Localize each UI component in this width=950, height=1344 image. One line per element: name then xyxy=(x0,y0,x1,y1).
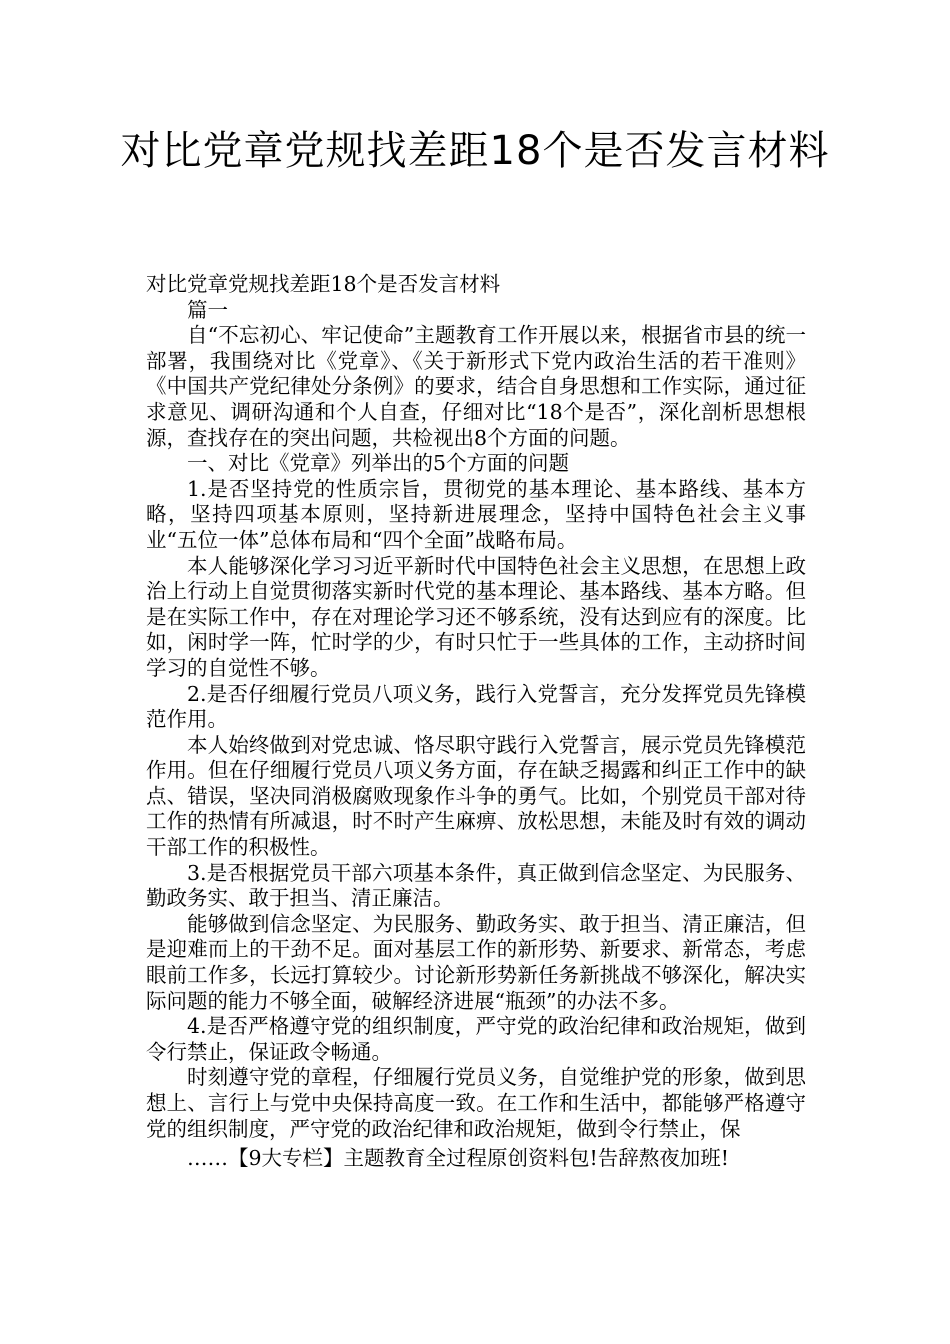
item-body-4: 时刻遵守党的章程，仔细履行党员义务，自觉维护党的形象，做到思想上、言行上与党中央保持高度一致。在工作和生活中，都能够严格遵守党的组织制度，严守党的政治纪律和政治规矩，做到令行禁止，保 xyxy=(146,1065,806,1141)
subtitle-line: 对比党章党规找差距18个是否发言材料 xyxy=(146,272,501,296)
promo-link[interactable]: ……【9大专栏】主题教育全过程原创资料包!告辞熬夜加班! xyxy=(187,1146,730,1171)
item-body-1: 本人能够深化学习习近平新时代中国特色社会主义思想，在思想上政治上行动上自觉贯彻落实新时代党的基本理论、基本路线、基本方略。但是在实际工作中，存在对理论学习还不够系统，没有达到应有的深度。比如，闲时学一阵，忙时学的少，有时只忙于一些具体的工作，主动挤时间学习的自觉性不够。 xyxy=(146,553,806,680)
item-heading-2: 2.是否仔细履行党员八项义务，践行入党誓言，充分发挥党员先锋模范作用。 xyxy=(146,681,806,732)
item-body-3: 能够做到信念坚定、为民服务、勤政务实、敢于担当、清正廉洁，但是迎难而上的干劲不足。面对基层工作的新形势、新要求、新常态，考虑眼前工作多，长远打算较少。讨论新形势新任务新挑战不够深化，解决实际问题的能力不够全面，破解经济进展“瓶颈”的办法不多。 xyxy=(146,911,806,1013)
item-heading-1: 1.是否坚持党的性质宗旨，贯彻党的基本理论、基本路线、基本方略，坚持四项基本原则，坚持新进展理念，坚持中国特色社会主义事业“五位一体”总体布局和“四个全面”战略布局。 xyxy=(146,476,806,552)
section-label: 篇一 xyxy=(187,297,228,322)
item-body-2: 本人始终做到对党忠诚、恪尽职守践行入党誓言，展示党员先锋模范作用。但在仔细履行党员八项义务方面，存在缺乏揭露和纠正工作中的缺点、错误，坚决同消极腐败现象作斗争的勇气。比如，个别党员干部对待工作的热情有所减退，时不时产生麻痹、放松思想，未能及时有效的调动干部工作的积极性。 xyxy=(146,732,806,860)
document-title: 对比党章党规找差距18个是否发言材料 xyxy=(120,128,830,174)
item-heading-4: 4.是否严格遵守党的组织制度，严守党的政治纪律和政治规矩，做到令行禁止，保证政令畅通。 xyxy=(146,1014,806,1064)
intro-paragraph: 自“不忘初心、牢记使命”主题教育工作开展以来，根据省市县的统一部署，我围绕对比《党章》、《关于新形式下党内政治生活的若干准则》《中国共产党纪律处分条例》的要求，结合自身思想和工作实际，通过征求意见、调研沟通和个人自查，仔细对比“18个是否”，深化剖析思想根源，查找存在的突出问题，共检视出8个方面的问题。 xyxy=(146,323,806,450)
item-heading-3: 3.是否根据党员干部六项基本条件，真正做到信念坚定、为民服务、勤政务实、敢于担当、清正廉洁。 xyxy=(146,860,806,911)
section-heading: 一、对比《党章》列举出的5个方面的问题 xyxy=(187,451,570,476)
document-body xyxy=(146,272,806,1172)
